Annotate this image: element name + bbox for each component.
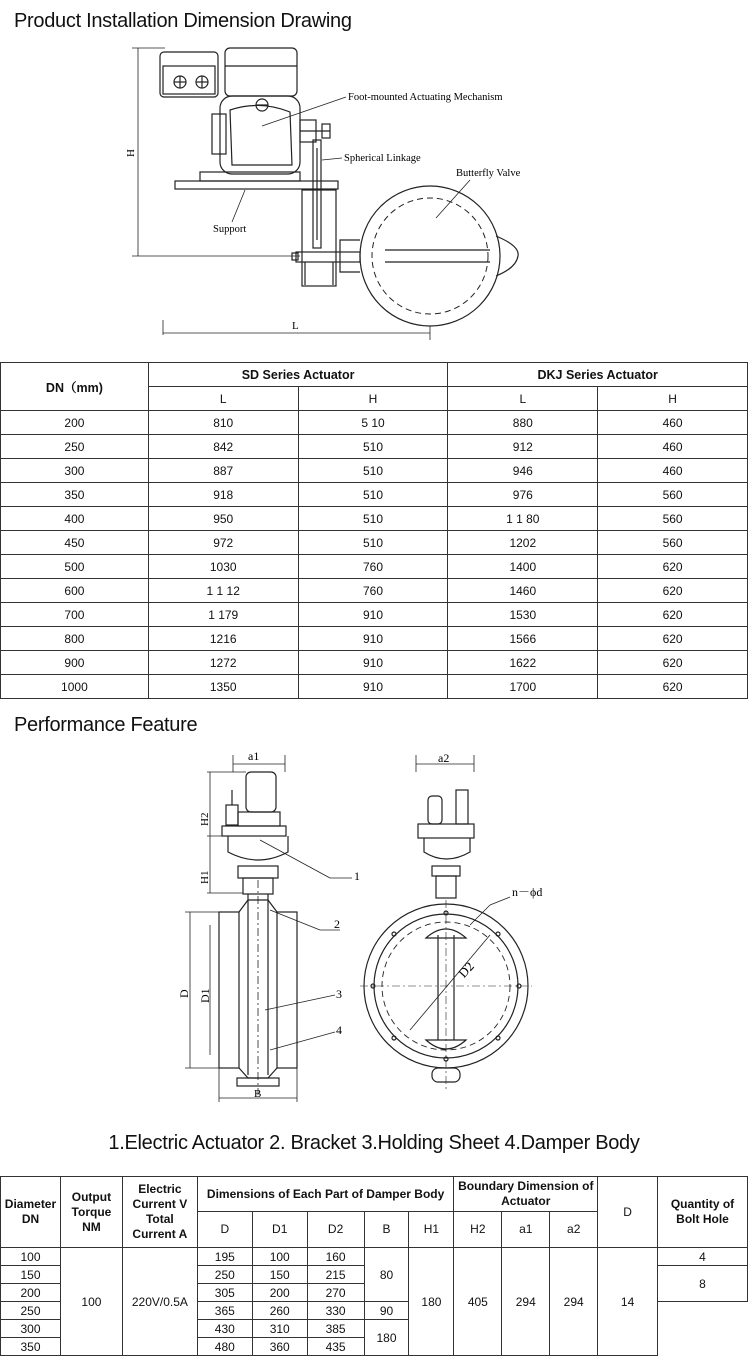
sub-d-header: D: [197, 1212, 252, 1248]
d1-cell: 200: [252, 1284, 307, 1302]
table-row: [1, 507, 748, 531]
sd-h-cell: 910: [298, 675, 448, 699]
sd-l-cell: 918: [148, 483, 298, 507]
dn-cell: 450: [1, 531, 149, 555]
table-row: [1, 579, 748, 603]
d-cell: 250: [197, 1266, 252, 1284]
dkj-l-cell: 1 1 80: [448, 507, 598, 531]
dn-cell: 350: [1, 1338, 61, 1356]
sd-l-header: L: [148, 387, 298, 411]
dkj-h-cell: 460: [598, 411, 748, 435]
dkj-h-cell: 620: [598, 627, 748, 651]
d-cell: 365: [197, 1302, 252, 1320]
d-cell: 195: [197, 1248, 252, 1266]
label-l-dimension: L: [292, 320, 299, 332]
b-cell-3: 180: [364, 1320, 409, 1356]
label-b: B: [254, 1088, 262, 1100]
sd-l-cell: 1 1 12: [148, 579, 298, 603]
d2-cell: 330: [307, 1302, 364, 1320]
d-value-cell: 14: [598, 1248, 658, 1356]
a2-cell: 294: [550, 1248, 598, 1356]
performance-table: [0, 1176, 748, 1356]
dkj-l-cell: 1400: [448, 555, 598, 579]
dn-cell: 200: [1, 411, 149, 435]
table-row: [1, 627, 748, 651]
label-n-phi-d: n－ϕd: [512, 885, 543, 899]
label-h2: H2: [199, 812, 211, 826]
table-row: [1, 459, 748, 483]
sd-h-cell: 910: [298, 627, 448, 651]
label-butterfly-valve: Butterfly Valve: [456, 168, 521, 179]
callout-4: 4: [336, 1023, 342, 1037]
table-row: [1, 555, 748, 579]
parts-legend: 1.Electric Actuator 2. Bracket 3.Holding Sheet 4.Damper Body: [108, 1132, 640, 1154]
installation-drawing: [0, 30, 748, 350]
label-a2: a2: [438, 751, 450, 765]
label-d1: D1: [198, 988, 212, 1003]
h1-cell: 180: [409, 1248, 454, 1356]
dkj-series-header: DKJ Series Actuator: [448, 363, 748, 387]
d-cell: 480: [197, 1338, 252, 1356]
dkj-h-header: H: [598, 387, 748, 411]
holes-header: Quantity of Bolt Hole: [658, 1177, 748, 1248]
dkj-l-cell: 976: [448, 483, 598, 507]
dkj-l-cell: 880: [448, 411, 598, 435]
h2-cell: 405: [454, 1248, 502, 1356]
table-row: [1, 483, 748, 507]
dn-cell: 150: [1, 1266, 61, 1284]
b-cell-1: 80: [364, 1248, 409, 1302]
dn-cell: 800: [1, 627, 149, 651]
label-support: Support: [213, 224, 247, 235]
dkj-h-cell: 460: [598, 459, 748, 483]
sd-l-cell: 887: [148, 459, 298, 483]
dkj-h-cell: 620: [598, 555, 748, 579]
dn-cell: 100: [1, 1248, 61, 1266]
label-d: D: [177, 989, 191, 998]
callout-2: 2: [334, 917, 340, 931]
holes-blank-cell: [658, 1302, 748, 1356]
d-col-header: D: [598, 1177, 658, 1248]
sub-h2-header: H2: [454, 1212, 502, 1248]
dkj-l-cell: 1460: [448, 579, 598, 603]
sd-h-cell: 510: [298, 531, 448, 555]
d2-cell: 215: [307, 1266, 364, 1284]
table-row: [1, 531, 748, 555]
sd-l-cell: 1350: [148, 675, 298, 699]
d1-cell: 100: [252, 1248, 307, 1266]
sd-l-cell: 1 179: [148, 603, 298, 627]
dkj-l-cell: 1566: [448, 627, 598, 651]
sd-h-header: H: [298, 387, 448, 411]
d2-cell: 435: [307, 1338, 364, 1356]
dn-cell: 300: [1, 459, 149, 483]
torque-cell: 100: [60, 1248, 122, 1356]
installation-dimension-table: [0, 362, 748, 699]
sd-l-cell: 842: [148, 435, 298, 459]
sd-h-cell: 510: [298, 435, 448, 459]
dkj-l-cell: 946: [448, 459, 598, 483]
dkj-l-cell: 1622: [448, 651, 598, 675]
sd-h-cell: 510: [298, 483, 448, 507]
section-title-installation: Product Installation Dimension Drawing: [14, 10, 352, 32]
d1-cell: 260: [252, 1302, 307, 1320]
dkj-l-header: L: [448, 387, 598, 411]
sd-h-cell: 760: [298, 555, 448, 579]
boundary-header: Boundary Dimension of Actuator: [454, 1177, 598, 1212]
sd-l-cell: 810: [148, 411, 298, 435]
current-header: [122, 1177, 197, 1248]
dkj-h-cell: 560: [598, 483, 748, 507]
d2-cell: 270: [307, 1284, 364, 1302]
dn-cell: 1000: [1, 675, 149, 699]
sd-h-cell: 5 10: [298, 411, 448, 435]
sd-l-cell: 1216: [148, 627, 298, 651]
table-row: [1, 411, 748, 435]
callout-1: 1: [354, 869, 360, 883]
dn-cell: 300: [1, 1320, 61, 1338]
sub-b-header: B: [364, 1212, 409, 1248]
diameter-header: Diameter DN: [1, 1177, 61, 1248]
b-cell-2: 90: [364, 1302, 409, 1320]
torque-header: Output Torque NM: [60, 1177, 122, 1248]
table-row: [1, 651, 748, 675]
dkj-h-cell: 620: [598, 651, 748, 675]
sub-a1-header: a1: [502, 1212, 550, 1248]
dn-cell: 200: [1, 1284, 61, 1302]
callout-3: 3: [336, 987, 342, 1001]
sd-l-cell: 950: [148, 507, 298, 531]
dn-cell: 500: [1, 555, 149, 579]
sd-l-cell: 1272: [148, 651, 298, 675]
dn-cell: 250: [1, 435, 149, 459]
performance-drawing: [0, 740, 748, 1125]
current-cell: 220V/0.5A: [122, 1248, 197, 1356]
d2-cell: 385: [307, 1320, 364, 1338]
d-cell: 305: [197, 1284, 252, 1302]
sd-series-header: SD Series Actuator: [148, 363, 448, 387]
sd-h-cell: 510: [298, 507, 448, 531]
sub-h1-header: H1: [409, 1212, 454, 1248]
current-header-bottom: Total Current A: [132, 1212, 188, 1241]
table-row: [1, 603, 748, 627]
label-spherical-linkage: Spherical Linkage: [344, 153, 421, 164]
dkj-h-cell: 560: [598, 507, 748, 531]
dn-cell: 250: [1, 1302, 61, 1320]
dkj-h-cell: 620: [598, 675, 748, 699]
sd-h-cell: 510: [298, 459, 448, 483]
dkj-h-cell: 620: [598, 603, 748, 627]
sd-l-cell: 972: [148, 531, 298, 555]
a1-cell: 294: [502, 1248, 550, 1356]
holes-cell-1: 4: [658, 1248, 748, 1266]
sub-a2-header: a2: [550, 1212, 598, 1248]
dn-cell: 600: [1, 579, 149, 603]
table-row: [1, 435, 748, 459]
dn-cell: 400: [1, 507, 149, 531]
dn-cell: 700: [1, 603, 149, 627]
sub-d1-header: D1: [252, 1212, 307, 1248]
d2-cell: 160: [307, 1248, 364, 1266]
label-foot-mounted: Foot-mounted Actuating Mechanism: [348, 92, 503, 103]
sub-d2-header: D2: [307, 1212, 364, 1248]
dkj-h-cell: 620: [598, 579, 748, 603]
d1-cell: 310: [252, 1320, 307, 1338]
dkj-l-cell: 912: [448, 435, 598, 459]
dkj-l-cell: 1530: [448, 603, 598, 627]
label-a1: a1: [248, 749, 260, 763]
sd-l-cell: 1030: [148, 555, 298, 579]
dn-cell: 900: [1, 651, 149, 675]
current-header-top: Electric Current V: [132, 1182, 188, 1211]
d-cell: 430: [197, 1320, 252, 1338]
sd-h-cell: 760: [298, 579, 448, 603]
d1-cell: 150: [252, 1266, 307, 1284]
table-row: [1, 675, 748, 699]
section-title-performance: Performance Feature: [14, 714, 198, 736]
holes-cell-2: 8: [658, 1266, 748, 1302]
label-h-dimension: H: [125, 149, 137, 157]
dkj-h-cell: 560: [598, 531, 748, 555]
label-h1: H1: [199, 870, 211, 884]
dkj-h-cell: 460: [598, 435, 748, 459]
sd-h-cell: 910: [298, 651, 448, 675]
d1-cell: 360: [252, 1338, 307, 1356]
label-d2: D2: [455, 958, 477, 981]
dkj-l-cell: 1202: [448, 531, 598, 555]
dn-cell: 350: [1, 483, 149, 507]
dn-header: DN（mm): [1, 363, 149, 411]
damper-dims-header: Dimensions of Each Part of Damper Body: [197, 1177, 454, 1212]
sd-h-cell: 910: [298, 603, 448, 627]
dkj-l-cell: 1700: [448, 675, 598, 699]
